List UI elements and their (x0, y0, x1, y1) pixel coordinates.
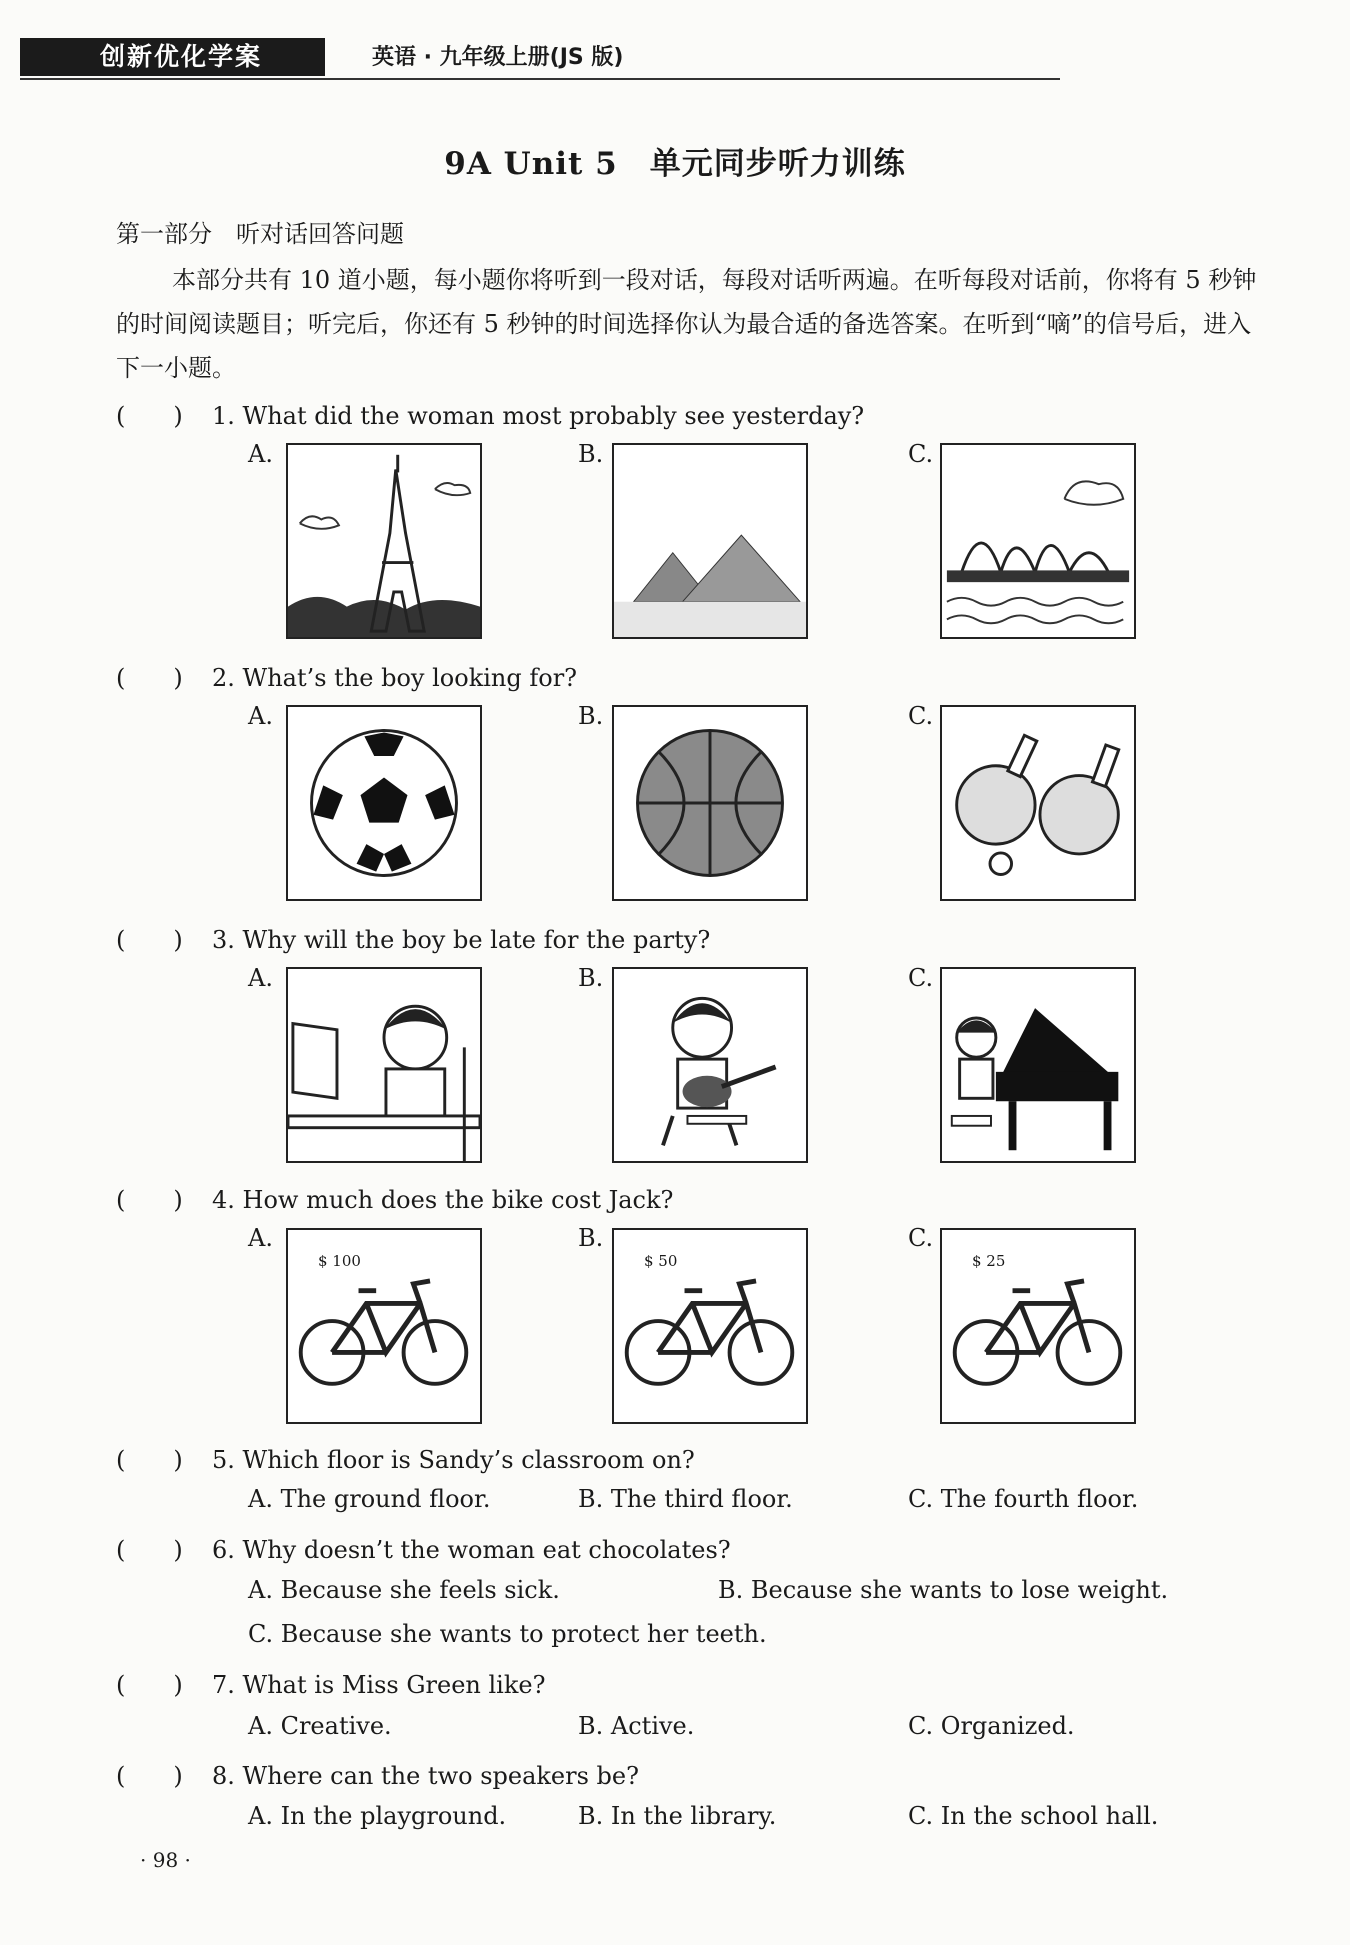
bike-icon (614, 1230, 806, 1422)
question-4 (116, 1180, 673, 1215)
question-text: 3. Why will the boy be late for the party? (212, 926, 711, 954)
answer-blank[interactable]: ( ) (116, 926, 183, 954)
option-label: C. (908, 440, 934, 468)
page-header (20, 38, 1060, 78)
boy-piano-icon[interactable] (940, 967, 1136, 1163)
page-number: · 98 · (140, 1848, 191, 1872)
question-text: 4. How much does the bike cost Jack? (212, 1186, 674, 1214)
question-6 (116, 1530, 731, 1565)
basketball-icon[interactable] (612, 705, 808, 901)
answer-blank[interactable]: ( ) (116, 1446, 183, 1474)
question-text: 1. What did the woman most probably see yesterday? (212, 402, 865, 430)
answer-blank[interactable]: ( ) (116, 1762, 183, 1790)
question-1 (116, 396, 864, 431)
question-5 (116, 1440, 695, 1475)
header-rule (20, 78, 1060, 80)
answer-blank[interactable]: ( ) (116, 1186, 183, 1214)
bike-option-b[interactable] (612, 1228, 808, 1424)
option-a[interactable]: A. In the playground. (248, 1802, 507, 1830)
option-label: A. (248, 1224, 273, 1252)
price-label: $ 100 (318, 1252, 361, 1270)
option-label: B. (578, 964, 604, 992)
option-label: B. (578, 1224, 604, 1252)
option-c[interactable]: C. Organized. (908, 1712, 1075, 1740)
option-c[interactable]: C. Because she wants to protect her teeth. (248, 1620, 767, 1648)
question-text: 6. Why doesn’t the woman eat chocolates? (212, 1536, 731, 1564)
option-b[interactable]: B. Active. (578, 1712, 695, 1740)
book-title: 英语 · 九年级上册(JS 版) (372, 45, 624, 70)
option-b[interactable]: B. The third floor. (578, 1485, 793, 1513)
answer-blank[interactable]: ( ) (116, 664, 183, 692)
option-label: B. (578, 440, 604, 468)
option-a[interactable]: A. The ground floor. (248, 1485, 491, 1513)
option-label: C. (908, 1224, 934, 1252)
eiffel-tower-icon[interactable] (286, 443, 482, 639)
instructions: 本部分共有 10 道小题，每小题你将听到一段对话，每段对话听两遍。在听每段对话前，你将有 5 秒钟的时间阅读题目；听完后，你还有 5 秒钟的时间选择你认为最合适的备选答案。在听到“嘀”的信号后，进入下一小题。 (116, 266, 1257, 382)
question-text: 5. Which floor is Sandy’s classroom on? (212, 1446, 695, 1474)
question-text: 2. What’s the boy looking for? (212, 664, 578, 692)
pyramids-icon[interactable] (612, 443, 808, 639)
option-label: C. (908, 702, 934, 730)
page-title: 9A Unit 5 单元同步听力训练 (444, 146, 906, 182)
option-c[interactable]: C. In the school hall. (908, 1802, 1159, 1830)
question-text: 7. What is Miss Green like? (212, 1671, 546, 1699)
option-label: C. (908, 964, 934, 992)
option-a[interactable]: A. Because she feels sick. (248, 1576, 560, 1604)
sydney-opera-house-icon[interactable] (940, 443, 1136, 639)
price-label: $ 50 (644, 1252, 678, 1270)
option-label: B. (578, 702, 604, 730)
bike-option-c[interactable] (940, 1228, 1136, 1424)
bike-option-a[interactable] (286, 1228, 482, 1424)
ping-pong-icon[interactable] (940, 705, 1136, 901)
bike-icon (942, 1230, 1134, 1422)
section-heading: 第一部分 听对话回答问题 (116, 220, 404, 248)
option-label: A. (248, 702, 273, 730)
answer-blank[interactable]: ( ) (116, 402, 183, 430)
brand-logo: 创新优化学案 (20, 38, 325, 76)
option-b[interactable]: B. In the library. (578, 1802, 777, 1830)
option-label: A. (248, 440, 273, 468)
option-label: A. (248, 964, 273, 992)
option-a[interactable]: A. Creative. (248, 1712, 392, 1740)
soccer-ball-icon[interactable] (286, 705, 482, 901)
bike-icon (288, 1230, 480, 1422)
answer-blank[interactable]: ( ) (116, 1536, 183, 1564)
option-b[interactable]: B. Because she wants to lose weight. (718, 1576, 1169, 1604)
question-8 (116, 1756, 639, 1791)
answer-blank[interactable]: ( ) (116, 1671, 183, 1699)
boy-computer-icon[interactable] (286, 967, 482, 1163)
question-7 (116, 1665, 545, 1700)
question-text: 8. Where can the two speakers be? (212, 1762, 639, 1790)
price-label: $ 25 (972, 1252, 1006, 1270)
question-3 (116, 920, 710, 955)
boy-guitar-icon[interactable] (612, 967, 808, 1163)
option-c[interactable]: C. The fourth floor. (908, 1485, 1139, 1513)
question-2 (116, 658, 577, 693)
